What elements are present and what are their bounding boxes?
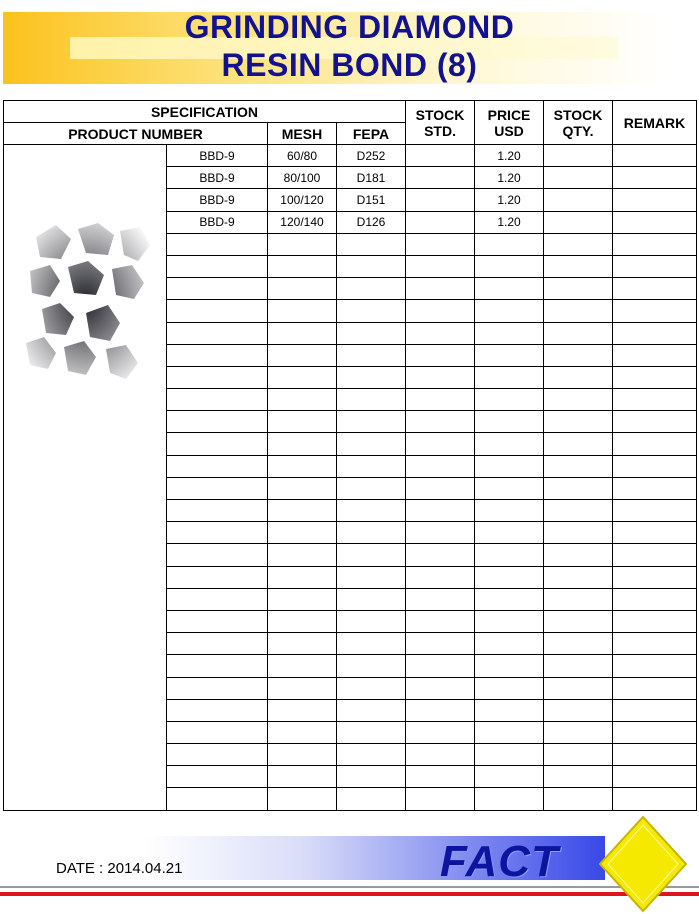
- fepa-cell: [337, 278, 406, 300]
- product-number-cell: [167, 655, 268, 677]
- stock-qty-cell: [544, 366, 613, 388]
- brand-name: FACT: [440, 837, 559, 886]
- stock-qty-cell: [544, 411, 613, 433]
- stock-qty-cell: [544, 300, 613, 322]
- remark-cell: [613, 544, 697, 566]
- fepa-cell: [337, 255, 406, 277]
- fepa-cell: [337, 233, 406, 255]
- remark-cell: [613, 566, 697, 588]
- stock-qty-cell: [544, 255, 613, 277]
- price-cell: 1.20: [475, 211, 544, 233]
- stock-qty-cell: [544, 588, 613, 610]
- mesh-cell: [268, 433, 337, 455]
- stock-std-cell: [406, 566, 475, 588]
- price-cell: [475, 389, 544, 411]
- remark-cell: [613, 610, 697, 632]
- stock-qty-cell: [544, 189, 613, 211]
- remark-cell: [613, 189, 697, 211]
- product-number-cell: [167, 477, 268, 499]
- stock-qty-cell: [544, 477, 613, 499]
- fepa-cell: [337, 766, 406, 788]
- mesh-cell: [268, 699, 337, 721]
- mesh-header: MESH: [268, 123, 337, 145]
- stock-qty-header-line1: STOCK: [553, 106, 603, 123]
- product-number-cell: [167, 233, 268, 255]
- mesh-cell: [268, 255, 337, 277]
- product-number-cell: BBD-9: [167, 145, 268, 167]
- remark-cell: [613, 633, 697, 655]
- price-cell: [475, 788, 544, 811]
- stock-qty-cell: [544, 610, 613, 632]
- stock-std-cell: [406, 278, 475, 300]
- fepa-cell: [337, 655, 406, 677]
- remark-cell: [613, 145, 697, 167]
- mesh-cell: [268, 721, 337, 743]
- product-number-cell: [167, 788, 268, 811]
- mesh-cell: [268, 566, 337, 588]
- stock-qty-cell: [544, 699, 613, 721]
- stock-qty-cell: [544, 211, 613, 233]
- stock-qty-cell: [544, 766, 613, 788]
- stock-qty-cell: [544, 433, 613, 455]
- stock-std-cell: [406, 610, 475, 632]
- price-cell: [475, 300, 544, 322]
- mesh-cell: [268, 544, 337, 566]
- footer-divider-gray: [0, 886, 699, 888]
- stock-qty-cell: [544, 500, 613, 522]
- fepa-cell: [337, 500, 406, 522]
- product-number-cell: [167, 500, 268, 522]
- remark-cell: [613, 411, 697, 433]
- stock-std-header-line1: STOCK: [415, 106, 465, 123]
- fepa-cell: [337, 300, 406, 322]
- stock-std-cell: [406, 677, 475, 699]
- product-number-cell: [167, 278, 268, 300]
- mesh-cell: 100/120: [268, 189, 337, 211]
- product-number-cell: [167, 544, 268, 566]
- product-number-cell: BBD-9: [167, 167, 268, 189]
- product-number-cell: [167, 411, 268, 433]
- mesh-cell: [268, 500, 337, 522]
- stock-qty-cell: [544, 788, 613, 811]
- stock-std-cell: [406, 788, 475, 811]
- remark-cell: [613, 211, 697, 233]
- mesh-cell: [268, 411, 337, 433]
- product-image-cell: [4, 145, 167, 811]
- fepa-header: FEPA: [337, 123, 406, 145]
- remark-cell: [613, 655, 697, 677]
- product-number-cell: [167, 255, 268, 277]
- product-number-cell: [167, 721, 268, 743]
- specification-table: [3, 100, 697, 811]
- price-cell: [475, 766, 544, 788]
- product-number-cell: [167, 610, 268, 632]
- stock-std-cell: [406, 322, 475, 344]
- price-cell: [475, 233, 544, 255]
- remark-cell: [613, 788, 697, 811]
- fepa-cell: [337, 677, 406, 699]
- price-header-line2: USD: [494, 122, 524, 139]
- stock-std-cell: [406, 699, 475, 721]
- fepa-cell: [337, 788, 406, 811]
- specification-header: SPECIFICATION: [4, 101, 406, 123]
- stock-qty-cell: [544, 322, 613, 344]
- fepa-cell: [337, 389, 406, 411]
- product-number-cell: [167, 522, 268, 544]
- price-cell: [475, 455, 544, 477]
- stock-qty-cell: [544, 278, 613, 300]
- stock-qty-cell: [544, 344, 613, 366]
- stock-std-cell: [406, 344, 475, 366]
- mesh-cell: [268, 300, 337, 322]
- fact-diamond-logo-icon: [598, 815, 688, 913]
- product-number-cell: [167, 633, 268, 655]
- stock-qty-cell: [544, 455, 613, 477]
- mesh-cell: [268, 278, 337, 300]
- title-line-2: RESIN BOND (8): [221, 47, 478, 83]
- footer-divider-red: [0, 892, 699, 896]
- fepa-cell: [337, 744, 406, 766]
- mesh-cell: [268, 744, 337, 766]
- fepa-cell: [337, 411, 406, 433]
- product-number-cell: [167, 588, 268, 610]
- mesh-cell: [268, 766, 337, 788]
- price-cell: [475, 699, 544, 721]
- fepa-cell: [337, 344, 406, 366]
- price-cell: [475, 633, 544, 655]
- mesh-cell: [268, 655, 337, 677]
- remark-cell: [613, 522, 697, 544]
- product-number-cell: BBD-9: [167, 189, 268, 211]
- date-label: DATE : 2014.04.21: [56, 860, 183, 877]
- stock-std-header: [406, 101, 475, 145]
- stock-std-cell: [406, 655, 475, 677]
- stock-std-cell: [406, 500, 475, 522]
- price-cell: [475, 278, 544, 300]
- price-cell: [475, 721, 544, 743]
- stock-std-cell: [406, 477, 475, 499]
- mesh-cell: [268, 344, 337, 366]
- mesh-cell: [268, 788, 337, 811]
- stock-std-cell: [406, 744, 475, 766]
- fepa-cell: [337, 699, 406, 721]
- price-cell: [475, 411, 544, 433]
- fepa-cell: [337, 633, 406, 655]
- price-cell: [475, 322, 544, 344]
- product-number-cell: [167, 389, 268, 411]
- stock-std-cell: [406, 522, 475, 544]
- product-number-cell: [167, 744, 268, 766]
- mesh-cell: [268, 610, 337, 632]
- fepa-cell: D181: [337, 167, 406, 189]
- remark-header: REMARK: [613, 101, 697, 145]
- stock-std-cell: [406, 145, 475, 167]
- stock-std-cell: [406, 189, 475, 211]
- fepa-cell: [337, 610, 406, 632]
- mesh-cell: 80/100: [268, 167, 337, 189]
- stock-qty-cell: [544, 677, 613, 699]
- mesh-cell: [268, 455, 337, 477]
- product-number-header: PRODUCT NUMBER: [4, 123, 268, 145]
- stock-std-cell: [406, 366, 475, 388]
- mesh-cell: 60/80: [268, 145, 337, 167]
- price-cell: [475, 500, 544, 522]
- remark-cell: [613, 699, 697, 721]
- price-cell: [475, 655, 544, 677]
- fepa-cell: [337, 433, 406, 455]
- price-cell: [475, 566, 544, 588]
- mesh-cell: [268, 522, 337, 544]
- mesh-cell: [268, 366, 337, 388]
- price-header-line1: PRICE: [487, 106, 531, 123]
- price-cell: [475, 433, 544, 455]
- remark-cell: [613, 344, 697, 366]
- stock-std-cell: [406, 167, 475, 189]
- mesh-cell: [268, 389, 337, 411]
- remark-cell: [613, 389, 697, 411]
- price-cell: [475, 522, 544, 544]
- remark-cell: [613, 366, 697, 388]
- remark-cell: [613, 477, 697, 499]
- mesh-cell: [268, 322, 337, 344]
- price-header: [475, 101, 544, 145]
- stock-std-cell: [406, 721, 475, 743]
- remark-cell: [613, 255, 697, 277]
- remark-cell: [613, 322, 697, 344]
- fepa-cell: D252: [337, 145, 406, 167]
- remark-cell: [613, 300, 697, 322]
- stock-std-cell: [406, 588, 475, 610]
- title-line-1: GRINDING DIAMOND: [184, 9, 515, 45]
- fepa-cell: [337, 544, 406, 566]
- product-number-cell: [167, 322, 268, 344]
- price-cell: [475, 344, 544, 366]
- stock-std-cell: [406, 411, 475, 433]
- price-cell: [475, 610, 544, 632]
- product-number-cell: BBD-9: [167, 211, 268, 233]
- fepa-cell: [337, 366, 406, 388]
- table-row: [4, 145, 697, 167]
- fepa-cell: [337, 588, 406, 610]
- stock-qty-header: [544, 101, 613, 145]
- remark-cell: [613, 677, 697, 699]
- mesh-cell: 120/140: [268, 211, 337, 233]
- remark-cell: [613, 500, 697, 522]
- price-cell: 1.20: [475, 167, 544, 189]
- remark-cell: [613, 233, 697, 255]
- product-number-cell: [167, 300, 268, 322]
- stock-std-cell: [406, 633, 475, 655]
- stock-qty-cell: [544, 633, 613, 655]
- stock-qty-cell: [544, 522, 613, 544]
- stock-qty-cell: [544, 544, 613, 566]
- fepa-cell: D126: [337, 211, 406, 233]
- remark-cell: [613, 167, 697, 189]
- fepa-cell: [337, 477, 406, 499]
- mesh-cell: [268, 233, 337, 255]
- remark-cell: [613, 433, 697, 455]
- mesh-cell: [268, 477, 337, 499]
- stock-std-cell: [406, 766, 475, 788]
- price-cell: 1.20: [475, 189, 544, 211]
- stock-qty-header-line2: QTY.: [562, 122, 594, 139]
- stock-qty-cell: [544, 721, 613, 743]
- remark-cell: [613, 766, 697, 788]
- price-cell: 1.20: [475, 145, 544, 167]
- remark-cell: [613, 455, 697, 477]
- price-cell: [475, 255, 544, 277]
- stock-qty-cell: [544, 233, 613, 255]
- mesh-cell: [268, 588, 337, 610]
- stock-std-cell: [406, 300, 475, 322]
- fepa-cell: [337, 566, 406, 588]
- fepa-cell: [337, 522, 406, 544]
- diamond-grains-icon: [16, 217, 156, 387]
- price-cell: [475, 588, 544, 610]
- stock-qty-cell: [544, 655, 613, 677]
- fepa-cell: [337, 322, 406, 344]
- stock-qty-cell: [544, 566, 613, 588]
- product-number-cell: [167, 566, 268, 588]
- price-cell: [475, 477, 544, 499]
- stock-std-cell: [406, 211, 475, 233]
- stock-std-cell: [406, 389, 475, 411]
- product-number-cell: [167, 699, 268, 721]
- price-cell: [475, 366, 544, 388]
- remark-cell: [613, 588, 697, 610]
- stock-std-cell: [406, 433, 475, 455]
- remark-cell: [613, 744, 697, 766]
- remark-cell: [613, 721, 697, 743]
- stock-qty-cell: [544, 389, 613, 411]
- stock-std-cell: [406, 455, 475, 477]
- product-number-cell: [167, 344, 268, 366]
- fepa-cell: D151: [337, 189, 406, 211]
- product-number-cell: [167, 766, 268, 788]
- fepa-cell: [337, 455, 406, 477]
- mesh-cell: [268, 633, 337, 655]
- stock-qty-cell: [544, 744, 613, 766]
- product-number-cell: [167, 366, 268, 388]
- product-number-cell: [167, 677, 268, 699]
- remark-cell: [613, 278, 697, 300]
- price-cell: [475, 744, 544, 766]
- stock-std-header-line2: STD.: [424, 122, 456, 139]
- price-cell: [475, 677, 544, 699]
- product-number-cell: [167, 433, 268, 455]
- stock-std-cell: [406, 233, 475, 255]
- stock-std-cell: [406, 255, 475, 277]
- stock-qty-cell: [544, 145, 613, 167]
- stock-qty-cell: [544, 167, 613, 189]
- mesh-cell: [268, 677, 337, 699]
- stock-std-cell: [406, 544, 475, 566]
- product-number-cell: [167, 455, 268, 477]
- fepa-cell: [337, 721, 406, 743]
- price-cell: [475, 544, 544, 566]
